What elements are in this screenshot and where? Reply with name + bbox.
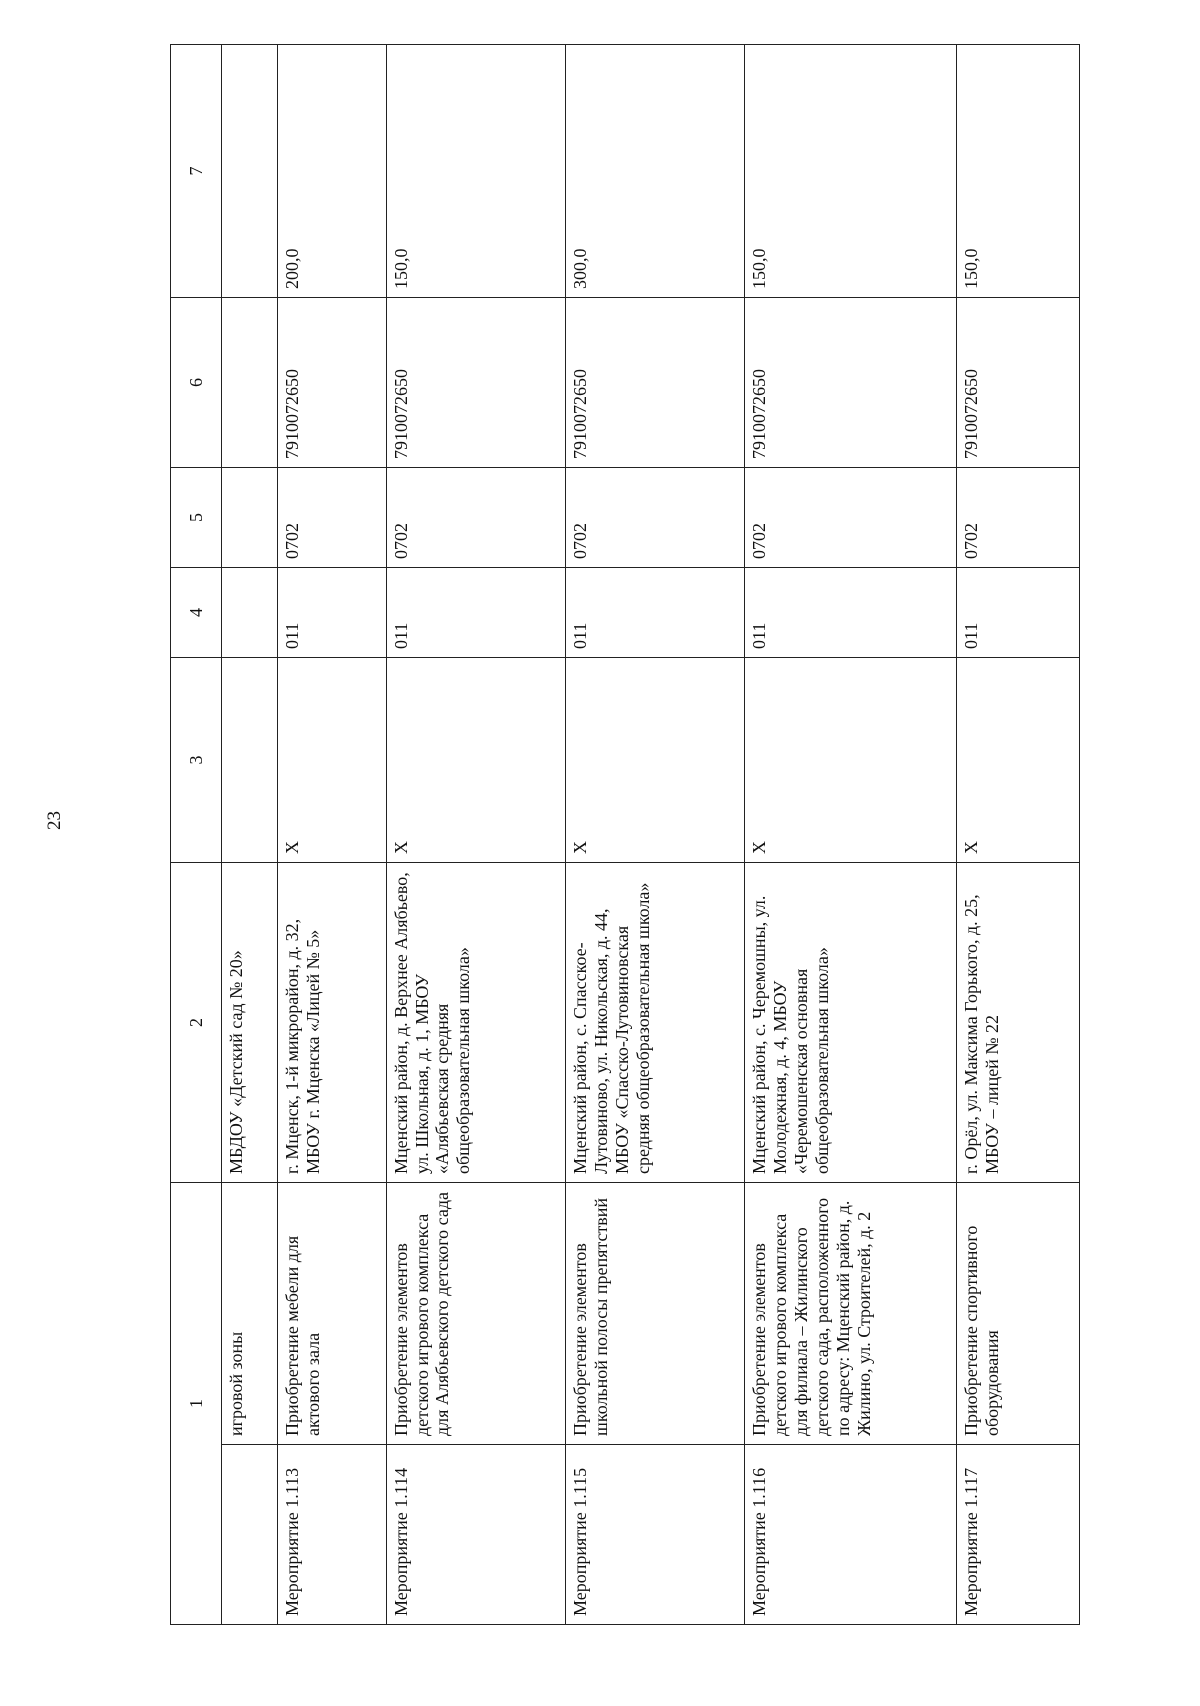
cell: игровой зоны [222, 1183, 277, 1445]
cell-c4: 011 [957, 568, 1080, 658]
cell-id: Мероприятие 1.114 [386, 1445, 565, 1625]
cell-address: г. Мценск, 1-й микрорайон, д. 32, МБОУ г. Мценска «Лицей № 5» [277, 863, 386, 1183]
header-col-3: 3 [171, 658, 222, 863]
cell-c4: 011 [745, 568, 957, 658]
cell-c5: 0702 [277, 468, 386, 568]
cell [222, 1445, 277, 1625]
table-row [566, 45, 745, 1625]
cell-c3: X [745, 658, 957, 863]
cell-c4: 011 [566, 568, 745, 658]
cell-id: Мероприятие 1.115 [566, 1445, 745, 1625]
cell-c5: 0702 [386, 468, 565, 568]
cell [222, 45, 277, 298]
cell-c5: 0702 [745, 468, 957, 568]
cell-id: Мероприятие 1.116 [745, 1445, 957, 1625]
header-col-4: 4 [171, 568, 222, 658]
header-col-7: 7 [171, 45, 222, 298]
cell-name: Приобретение элементов детского игрового комплекса для филиала – Жилинского детского сада, расположенного по адресу: Мценский район, д. Жилино, ул. Строителей, д. 2 [745, 1183, 957, 1445]
budget-table [170, 44, 1080, 1625]
header-col-1: 1 [171, 1183, 222, 1625]
cell-c7: 300,0 [566, 45, 745, 298]
cell-address: Мценский район, д. Верхнее Алябьево, ул. Школьная, д. 1, МБОУ «Алябьевская средняя общеобразовательная школа» [386, 863, 565, 1183]
table-row [386, 45, 565, 1625]
header-col-2: 2 [171, 863, 222, 1183]
cell-c5: 0702 [957, 468, 1080, 568]
cell-c3: X [566, 658, 745, 863]
cell-c7: 200,0 [277, 45, 386, 298]
cell-name: Приобретение спортивного оборудования [957, 1183, 1080, 1445]
cell [222, 658, 277, 863]
cell-name: Приобретение элементов школьной полосы препятствий [566, 1183, 745, 1445]
cell-id: Мероприятие 1.113 [277, 1445, 386, 1625]
cell-address: г. Орёл, ул. Максима Горького, д. 25, МБОУ – лицей № 22 [957, 863, 1080, 1183]
header-col-6: 6 [171, 298, 222, 468]
cell-address: Мценский район, с. Спасское-Лутовиново, ул. Никольская, д. 44, МБОУ «Спасско-Лутовиновская средняя общеобразовательная школа» [566, 863, 745, 1183]
cell-name: Приобретение элементов детского игрового комплекса для Алябьевского детского сада [386, 1183, 565, 1445]
cell-c4: 011 [386, 568, 565, 658]
cell-c7: 150,0 [745, 45, 957, 298]
header-row [171, 45, 222, 1625]
cell: МБДОУ «Детский сад № 20» [222, 863, 277, 1183]
cell-c3: X [277, 658, 386, 863]
cell [222, 468, 277, 568]
table-row [277, 45, 386, 1625]
page-number: 23 [44, 811, 65, 830]
cell-c4: 011 [277, 568, 386, 658]
cell-c5: 0702 [566, 468, 745, 568]
rotated-table-wrapper [170, 45, 1080, 1625]
continuation-row [222, 45, 277, 1625]
cell-id: Мероприятие 1.117 [957, 1445, 1080, 1625]
cell-c6: 7910072650 [957, 298, 1080, 468]
table-row [957, 45, 1080, 1625]
cell-c3: X [957, 658, 1080, 863]
cell-c6: 7910072650 [745, 298, 957, 468]
cell-c6: 7910072650 [277, 298, 386, 468]
cell [222, 298, 277, 468]
cell-name: Приобретение мебели для актового зала [277, 1183, 386, 1445]
cell-c7: 150,0 [386, 45, 565, 298]
cell-address: Мценский район, с. Черемошны, ул. Молодежная, д. 4, МБОУ «Черемошенская основная общеобразовательная школа» [745, 863, 957, 1183]
header-col-5: 5 [171, 468, 222, 568]
table-row [745, 45, 957, 1625]
cell-c3: X [386, 658, 565, 863]
cell [222, 568, 277, 658]
cell-c6: 7910072650 [566, 298, 745, 468]
cell-c7: 150,0 [957, 45, 1080, 298]
cell-c6: 7910072650 [386, 298, 565, 468]
